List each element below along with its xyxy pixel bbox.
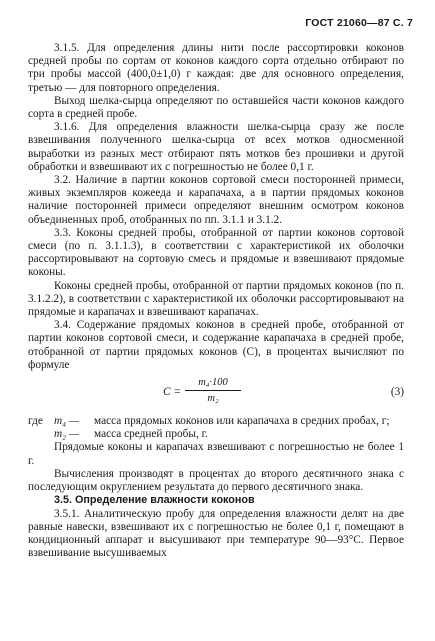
formula-numerator: m₄·100	[185, 376, 241, 391]
where-m4-text: масса прядомых коконов или карапачаха в средних пробах, г;	[94, 415, 390, 428]
paragraph-3-5-1: 3.5.1. Аналитическую пробу для определения влажности делят на две равные навески, взвешивают их с погрешностью не более 0,1 г, помещают в кондиционный аппарат и высушивают при температуре 90—93°С. Первое взвешивание высушиваемых	[28, 507, 404, 560]
formula-denominator: m₂	[207, 393, 219, 405]
paragraph-3-1-6: 3.1.6. Для определения влажности шелка-сырца сразу же после взвешивания полученного шелка-сырца от всех мотков односменной выработки из разных мест отбирают пять мотков без прошивки и другой обработки и взвешивают их с погрешностью не более 0,1 г.	[28, 121, 404, 173]
paragraph-weighing: Прядомые коконы и карапачах взвешивают с погрешностью не более 1 г.	[28, 441, 404, 467]
where-m2-text: масса средней пробы, г.	[94, 428, 208, 441]
formula-3	[28, 375, 404, 411]
paragraph-3-1-5: 3.1.5. Для определения длины нити после рассортировки коконов средней пробы по сортам от коконов каждого сорта отдельно отбирают по три пробы массой (400,0±1,0) г каждая: две для основного определения, третью — для повторного определения.	[28, 42, 404, 94]
paragraph-3-3-a: 3.3. Коконы средней пробы, отобранной от партии коконов сортовой смеси (по п. 3.1.1.3), в соответствии с характеристикой их оболочки рассортировывают на сортовую смесь и прядомые и взвешивают прядомые коконы.	[28, 226, 404, 279]
formula-fraction	[185, 376, 241, 405]
paragraph-3-4: 3.4. Содержание прядомых коконов в средней пробе, отобранной от партии коконов сортовой смеси, и содержание карапачаха в средней пробе, отобранной от партии прядомых коконов (C), в процентах вычисляют по формуле	[28, 319, 404, 371]
paragraph-calculation: Вычисления производят в процентах до второго десятичного знака с последующим округлением результата до первого десятичного знака.	[28, 467, 404, 494]
where-m2	[28, 428, 404, 441]
where-m4-symbol: m₄ —	[54, 415, 79, 428]
section-3-5-title: 3.5. Определение влажности коконов	[54, 494, 255, 507]
paragraph-3-3-b: Коконы средней пробы, отобранной от партии прядомых коконов (по п. 3.1.2.2), в соответствии с характеристикой их оболочки рассортировывают на прядомые и карапачах и взвешивают карапачах.	[28, 279, 404, 319]
paragraph-raw-silk-yield: Выход шелка-сырца определяют по оставшейся части коконов каждого сорта в средней пробе.	[28, 94, 404, 121]
running-header: ГОСТ 21060—87 С. 7	[305, 17, 413, 29]
document-body	[28, 42, 404, 560]
where-m4	[28, 415, 404, 428]
where-m2-symbol: m₂ —	[54, 428, 79, 441]
where-prefix: где	[28, 415, 43, 428]
paragraph-3-2: 3.2. Наличие в партии коконов сортовой смеси посторонней примеси, живых экземпляров кожееда и карапачаха, а в партии прядомых коконов наличие посторонней примеси определяют внешним осмотром коконов объединенных проб, отобранных по пп. 3.1.1 и 3.1.2.	[28, 174, 404, 226]
formula-number: (3)	[390, 386, 404, 399]
formula-lhs: C =	[163, 386, 181, 399]
